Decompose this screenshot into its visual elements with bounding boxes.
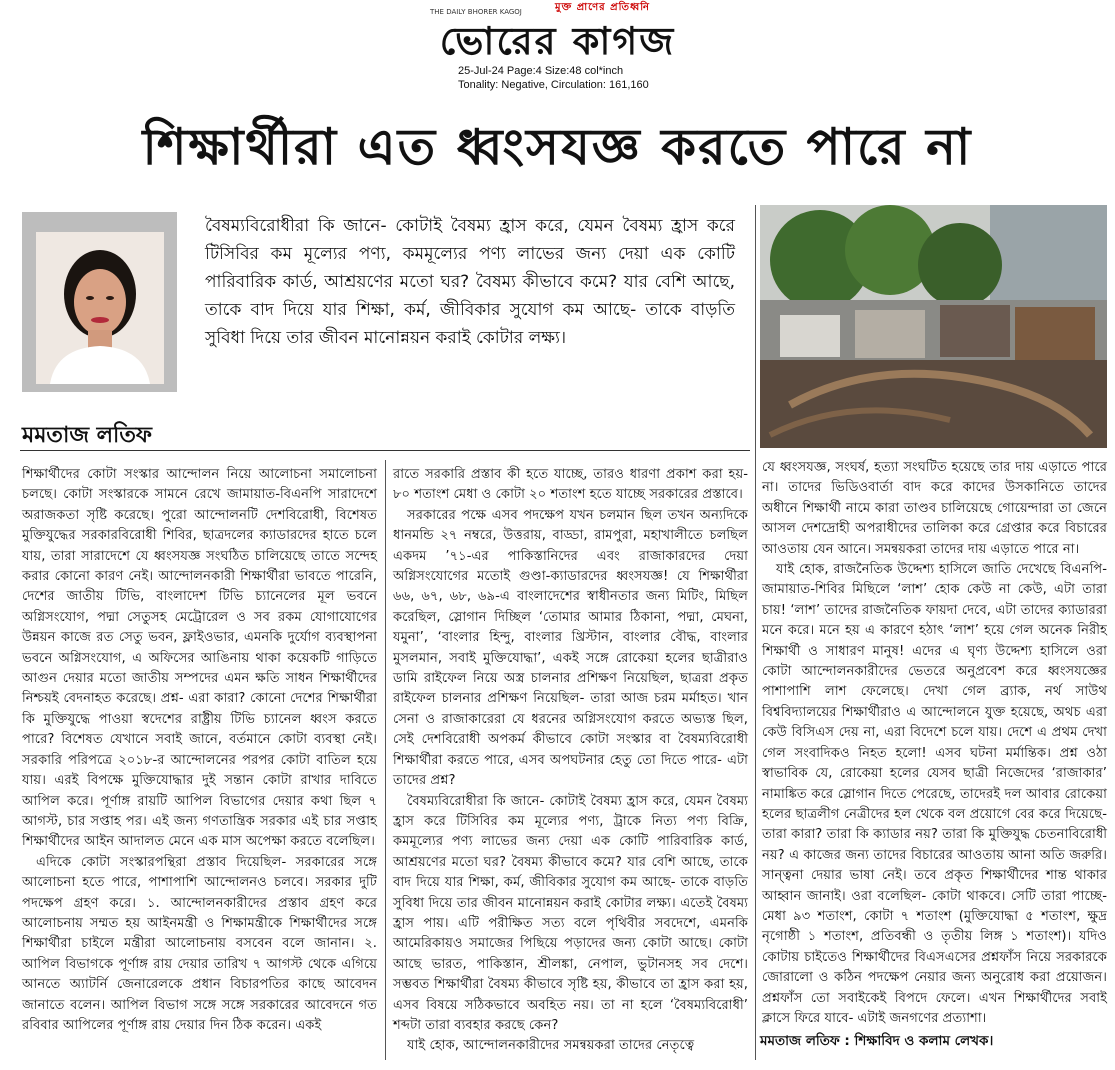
author-byline: মমতাজ লতিফ	[22, 423, 152, 448]
burnt-vehicles-photo	[760, 205, 1107, 448]
author-photo	[22, 212, 177, 392]
col2-paragraph: বৈষম্যবিরোধীরা কি জানে- কোটাই বৈষম্য হ্রাস করে, যেমন বৈষম্য হ্রাস করে টিসিবির কম মূল্যের পণ্য, ট্রাকে নিত্য পণ্য বিক্রি, কমমূল্যের পণ্য লাভের জন্য দেয়া এক কোটি পারিবারিক কার্ড, আশ্রয়ণের মতো ঘর? বৈষম্য কীভাবে কমে? যার বেশি আছে, তাকে বাদ দিয়ে যার শিক্ষা, কর্ম, জীবিকার সুযোগ কম আছে- তাকে বাড়তি সুবিধা দিয়ে তার জীবন মানোন্নয়ন করাই কোটার লক্ষ্য। এতেই বৈষম্য হ্রাস পায়। এটি পরীক্ষিত সত্য বলে পৃথিবীর সবদেশে, এমনকি আমেরিকায়ও সমাজের পিছিয়ে পড়াদের জন্য কোটা আছে। কোটা আছে ভারত, পাকিস্তান, শ্রীলঙ্কা, নেপাল, ভুটানসহ সব দেশে। সম্ভবত শিক্ষার্থীরা বৈষম্য কীভাবে সৃষ্টি হয়, কীভাবে তা হ্রাস করা হয়, এসব বিষয়ে সঠিকভাবে অবহিত নয়। তা না হলে ‘বৈষম্যবিরোধী’ শব্দটা তারা ব্যবহার করছে কেন?	[393, 793, 748, 1033]
article-column-3	[762, 458, 1107, 1026]
col2-paragraph: রাতে সরকারি প্রস্তাব কী হতে যাচ্ছে, তারও ধারণা প্রকাশ করা হয়- ৮০ শতাংশ মেধা ও কোটা ২০ শতাংশ হতে যাচ্ছে সরকারের প্রস্তাবে।	[393, 467, 748, 503]
clipping-meta-line2: Tonality: Negative, Circulation: 161,160	[458, 79, 649, 91]
article-intro: বৈষম্যবিরোধীরা কি জানে- কোটাই বৈষম্য হ্রাস করে, যেমন বৈষম্য হ্রাস করে টিসিবির কম মূল্যের পণ্য, কমমূল্যের পণ্য লাভের জন্য দেয়া এক কোটি পারিবারিক কার্ড, আশ্রয়ণের মতো ঘর? বৈষম্য কীভাবে কমে? যার বেশি আছে, তাকে বাদ দিয়ে যার শিক্ষা, কর্ম, জীবিকার সুযোগ কম আছে- তাকে বাড়তি সুবিধা দিয়ে তার জীবন মানোন্নয়ন করাই কোটার লক্ষ্য।	[205, 216, 735, 348]
author-portrait-image	[36, 232, 164, 384]
clipping-meta	[458, 64, 649, 92]
byline-divider	[20, 450, 750, 451]
author-credit: মমতাজ লতিফ : শিক্ষাবিদ ও কলাম লেখক।	[760, 1033, 994, 1049]
col3-paragraph: যাই হোক, রাজনৈতিক উদ্দেশ্য হাসিলে জাতি দেখেছে বিএনপি-জামায়াত-শিবির মিছিলে ‘লাশ’ হোক কেউ না কেউ, এটা তারা চায়! ‘লাশ’ তাদের রাজনৈতিক ফায়দা দেবে, এটা তাদের ক্যাডাররা মনে করে। মনে হয় এ কারণে হঠাৎ ‘লাশ’ হয়ে গেল অনেক নিরীহ শিক্ষার্থী ও সাধারণ মানুষ! এদের এ ঘৃণ্য উদ্দেশ্য হাসিলে ওরা কোটা আন্দোলনকারীদের ভেতরে অনুপ্রবেশ করে ধ্বংসযজ্ঞের পাশাপাশি লাশ ফেলেছে। দেখা গেল ব্র্যাক, নর্থ সাউথ বিশ্ববিদ্যালয়ের শিক্ষার্থীরাও এ আন্দোলনে যুক্ত হয়েছে, অথচ এরা কেউ বিসিএস দেয় না, এরা বিদেশে চলে যায়। দেশে এ প্রথম দেখা গেল সংবাদিকও নিহত হলো! এসব ঘটনা মর্মান্তিক। প্রশ্ন ওঠা স্বাভাবিক যে, রোকেয়া হলের যেসব ছাত্রী নিজেদের ‘রাজাকার’ নামাঙ্কিত করে স্লোগান দিতে পেরেছে, তাদেরই দল আবার রোকেয়া হলের ছাত্রলীগ নেত্রীদের হল থেকে বল প্রয়োগে বের করে দিয়েছে- তারা কারা? তারা কি ক্যাডার নয়? তারা কি মুক্তিযুদ্ধ চেতনাবিরোধী নয়? এ কাজের জন্য তাদের বিচারের আওতায় আনা অতি জরুরি। সান্ত্বনা দেয়ার ভাষা নেই। তবে প্রকৃত শিক্ষার্থীদের শান্ত থাকার আহ্বান জানাই। ওরা বলেছিল- কোটা থাকবে। সেটি তারা পাচ্ছে- মেধা ৯৩ শতাংশ, কোটা ৭ শতাংশ (মুক্তিযোদ্ধা ৫ শতাংশ, ক্ষুদ্র নৃগোষ্ঠী ১ শতাংশ, প্রতিবন্ধী ও তৃতীয় লিঙ্গ ১ শতাংশ)। যদিও কোটায় চাইতেও শিক্ষার্থীদের বিএসএসের প্রশ্নফাঁস নিয়ে সরকারকে জোরালো ও কঠিন পদক্ষেপ নেয়ার জন্য অনুরোধ করা প্রয়োজন। প্রশ্নফাঁস তো সবাইকেই বিপদে ফেলে। এখন শিক্ষার্থীদের সবাই ক্লাসে ফিরে যাবে- এটাই জনগণের প্রত্যাশা।	[762, 562, 1107, 1026]
masthead-tagline: মুক্ত প্রাণের প্রতিধ্বনি	[555, 2, 651, 13]
masthead-english-name: THE DAILY BHORER KAGOJ	[430, 8, 522, 16]
col1-paragraph: শিক্ষার্থীদের কোটা সংস্কার আন্দোলন নিয়ে আলোচনা সমালোচনা চলছে। কোটা সংস্কারকে সামনে রেখে জামায়াত-বিএনপি সারাদেশে অরাজকতা সৃষ্টি করেছে। পুরো আন্দোলনটি দেশবিরোধী, বিশেষত মুক্তিযুদ্ধের সরকারবিরোধী শিবির, ছাত্রদলের ক্যাডারদের হাতে চলে যায়, তারা সারাদেশে যে ধ্বংসযজ্ঞ সংঘঠিত চালিয়েছে তাতে সন্দেহ করার কোনো কারণ নেই। আন্দোলনকারী শিক্ষার্থীরা ভাবতে পারেনি, দেশের জাতীয় টিভি, বাংলাদেশ টিভি চ্যানেলের মূল ভবনে অগ্নিসংযোগ, পদ্মা সেতুসহ মেট্রোরেল ও সব রকম যোগাযোগের উন্নয়ন কাজে রত সেতু ভবন, ফ্লাইওভার, এমনকি দুর্যোগ ব্যবস্থাপনা ভবনে অগ্নিসংযোগ, এ অফিসের আঙিনায় থাকা কয়েকটি গাড়িতে আগুন দেয়ার মতো জাতীয় সম্পদের এমন ক্ষতি সাধন শিক্ষার্থীদের নিশ্চয়ই বেদনাহত করেছে। প্রশ্ন- এরা কারা? কোনো দেশের শিক্ষার্থীরা কি মুক্তিযুদ্ধে পাওয়া স্বদেশের রাষ্ট্রীয় টিভি চ্যানেল ধ্বংস করতে পারে? বিশেষত যেখানে সবাই জানে, বর্তমানে কোটা ব্যবস্থা নেই। সরকারি পরিপত্রে ২০১৮-র আন্দোলনের পরপর কোটা বাতিল হয়ে যায়। এরই বিপক্ষে মুক্তিযোদ্ধার দুই সন্তান কোটা রাখার দাবিতে আপিল করে। পূর্ণাঙ্গ রায়টি আপিল বিভাগের দেয়ার কথা ছিল ৭ আগস্ট, চার সপ্তাহ পর। এই জন্য গণতান্ত্রিক সরকার এই চার সপ্তাহ শিক্ষার্থীদের আইন আদালত মেনে এক মাস অপেক্ষা করতে বলেছিল।	[22, 467, 377, 850]
article-column-1	[22, 465, 377, 1055]
column-divider	[385, 460, 386, 1060]
clipping-meta-line1: 25-Jul-24 Page:4 Size:48 col*inch	[458, 65, 624, 77]
article-column-2	[393, 465, 748, 1055]
column-divider	[755, 205, 756, 1060]
article-headline: শিক্ষার্থীরা এত ধ্বংসযজ্ঞ করতে পারে না	[142, 118, 973, 176]
newspaper-logo: ভোরের কাগজ	[439, 18, 676, 63]
col1-paragraph: এদিকে কোটা সংস্কারপন্থিরা প্রস্তাব দিয়েছিল- সরকারের সঙ্গে আলোচনা হতে পারে, পাশাপাশি আন্দোলনও চলবে। সরকার দুটি পদক্ষেপ গ্রহণ করে। ১. আন্দোলনকারীদের প্রস্তাব গ্রহণ করে আলোচনায় সম্মত হয় আইনমন্ত্রী ও শিক্ষামন্ত্রীকে শিক্ষার্থীদের সঙ্গে শিক্ষার্থীরা চাইলে মন্ত্রীরা আলোচনায় বসবেন বলে জানান। ২. আপিল বিভাগকে পূর্ণাঙ্গ রায় দেয়ার তারিখ ৭ আগস্ট থেকে এগিয়ে আনতে অ্যাটর্নি জেনারেলকে প্রধান বিচারপতির কাছে আবেদন জানাতে বলেন। আপিল বিভাগ সঙ্গে সঙ্গে সরকারের আবেদনে গত রবিবার আপিলের পূর্ণাঙ্গ রায় দেয়ার দিন ঠিক করেন। একই	[22, 854, 377, 1033]
col2-paragraph: যাই হোক, আন্দোলনকারীদের সমন্বয়করা তাদের নেতৃত্বে	[407, 1038, 695, 1054]
col2-paragraph: সরকারের পক্ষে এসব পদক্ষেপ যখন চলমান ছিল তখন অন্যদিকে ধানমন্ডি ২৭ নম্বরে, উত্তরায়, বাড্ডা, রামপুরা, মহাখালীতে চলছিল একদম ’৭১-এর পাকিস্তানিদের এবং রাজাকারদের দেয়া অগ্নিসংযোগের মতোই গুণ্ডা-ক্যাডারদের ধ্বংসযজ্ঞ! যে শিক্ষার্থীরা ৬৬, ৬৭, ৬৮, ৬৯-এ বাংলাদেশের স্বাধীনতার জন্য মিটিং, মিছিল করেছিল, স্লোগান দিচ্ছিল ‘তোমার আমার ঠিকানা, পদ্মা, মেঘনা, যমুনা’, ‘বাংলার হিন্দু, বাংলার খ্রিস্টান, বাংলার বৌদ্ধ, বাংলার মুসলমান, সবাই মুক্তিযোদ্ধা’, একই সঙ্গে রোকেয়া হলের ছাত্রীরাও ডামি রাইফেল নিয়ে অস্ত্র চালনার প্রশিক্ষণ নিয়েছিল, ছাত্ররা প্রকৃত রাইফেল চালনার প্রশিক্ষণ নিয়েছিল- তারা আজ চরম মর্মাহত। খান সেনা ও রাজাকারেরা যে ধরনের অগ্নিসংযোগ করতে অভ্যস্ত ছিল, সেই দেশবিরোধী অপকর্ম কীভাবে কোটা সংস্কার বা বৈষম্যবিরোধী শিক্ষার্থীরা করতে পারে, এসব অপঘটনার হেতু তো দিতে পারে- এটা তাদের প্রশ্ন?	[393, 507, 748, 789]
col3-paragraph: যে ধ্বংসযজ্ঞ, সংঘর্ষ, হত্যা সংঘটিত হয়েছে তার দায় এড়াতে পারে না। তাদের ভিডিওবার্তা বাদ করে কাদের উসকানিতে তাদের অধীনে শিক্ষার্থী নামে কারা তাণ্ডব চালিয়েছে গোয়েন্দারা তা জেনে আসল দেশদ্রোহী অপরাধীদের তালিকা করে গ্রেপ্তার করে বিচারের আওতায় যেন আনে। সমন্বয়করা তাদের দায় এড়াতে পারে না।	[762, 460, 1107, 557]
